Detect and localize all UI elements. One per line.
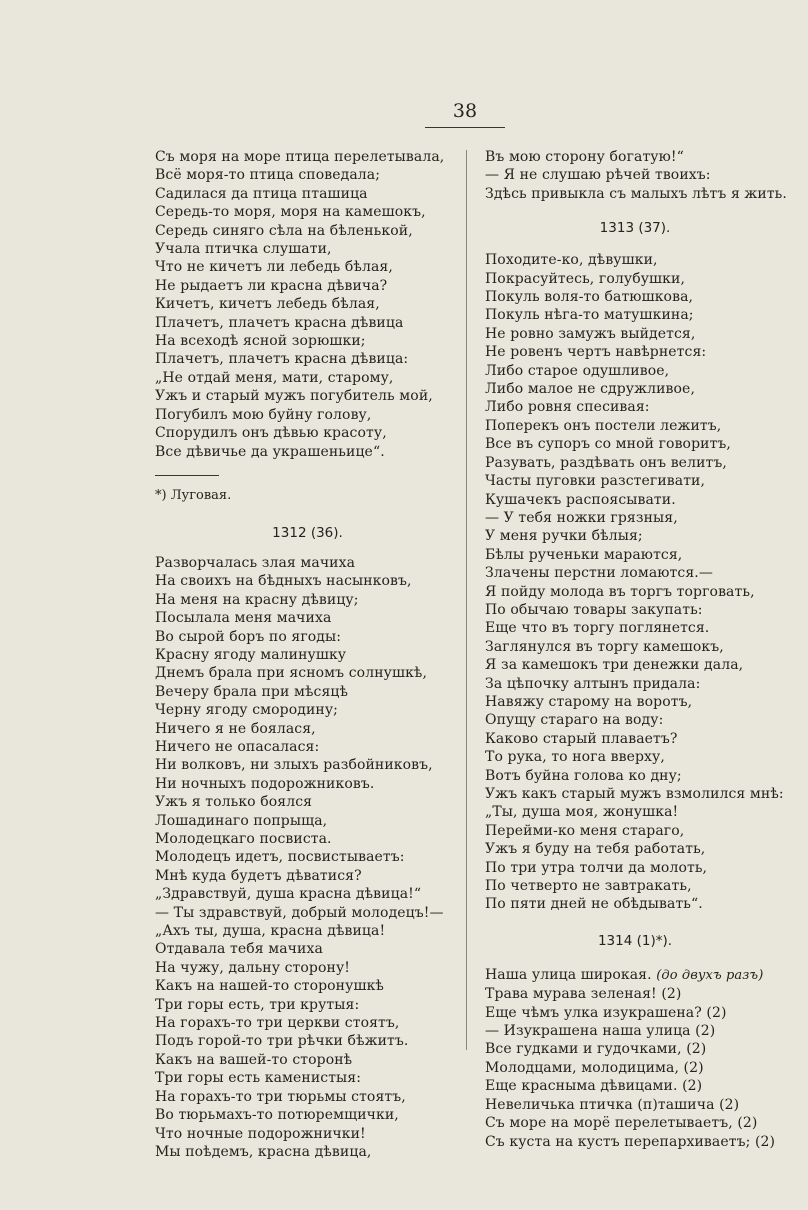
verse-line: На своихъ на бѣдныхъ насынковъ, [155, 573, 412, 590]
verse-line: Во тюрьмахъ-то потюремщички, [155, 1107, 399, 1124]
verse-line: Три горы есть каменистыя: [155, 1070, 362, 1087]
verse-line: Либо ровня спесивая: [485, 399, 650, 416]
verse-line: Спорудилъ онъ дѣвью красоту, [155, 425, 387, 442]
verse-line: Середь-то моря, моря на камешокъ, [155, 204, 426, 221]
verse-line: — У тебя ножки грязныя, [485, 509, 678, 526]
verse-line: Плачетъ, плачетъ красна дѣвица [155, 314, 404, 331]
column-divider [466, 150, 467, 1050]
verse-line: Учала птичка слушати, [155, 241, 332, 258]
verse-line: Ни волковъ, ни злыхъ разбойниковъ, [155, 757, 433, 774]
verse-line: Поперекъ онъ постели лежитъ, [485, 417, 722, 434]
verse-line: Трава мурава зеленая! (2) [485, 986, 682, 1003]
left-column [155, 148, 460, 1161]
verse-line: Ужъ я только боялся [155, 794, 313, 811]
footnote: *) Луговая. [155, 487, 232, 503]
verse-line: Либо старое одушливое, [485, 362, 670, 379]
verse-line: Злачены перстни ломаются.— [485, 565, 713, 582]
verse-line: Съ море на морё перелетываетъ, (2) [485, 1115, 758, 1132]
verse-line: Либо малое не сдружливое, [485, 381, 695, 398]
verse-line: Бѣлы рученьки мараются, [485, 546, 683, 563]
verse-line: Съ моря на море птица перелетывала, [155, 149, 445, 165]
verse-line: Покуль воля-то батюшкова, [485, 289, 694, 306]
verse-line: Здѣсь привыкла съ малыхъ лѣтъ я жить. [485, 185, 787, 202]
verse-line: Середь синяго сѣла на бѣленькой, [155, 222, 413, 239]
verse-line: Лошадинаго попрыща, [155, 812, 328, 829]
verse-line: Ужъ какъ старый мужъ взмолился мнѣ: [485, 786, 784, 802]
verse-line: Еще красныма дѣвицами. (2) [485, 1078, 703, 1095]
verse-line: На всеходѣ ясной зорюшки; [155, 333, 366, 350]
song-number-heading: 1312 (36). [272, 524, 343, 541]
verse-line: За цѣпочку алтынъ придала: [485, 675, 701, 692]
verse-line: „Не отдай меня, мати, старому, [155, 369, 394, 386]
verse-line: Навяжу старому на воротъ, [485, 693, 693, 710]
verse-line: Часты пуговки разстегивати, [485, 473, 706, 490]
verse-line: Покуль нѣга-то матушкина; [485, 307, 694, 324]
verse-line: Ни ночныхъ подорожниковъ. [155, 775, 375, 792]
verse-line: Плачетъ, плачетъ красна дѣвица: [155, 351, 409, 368]
verse-line: Ужъ я буду на тебя работать, [485, 841, 706, 858]
verse-line: Отдавала тебя мачиха [155, 941, 323, 958]
footnote-rule [155, 475, 219, 476]
verse-line: Съ куста на кустъ перепархиваетъ; (2) [485, 1133, 776, 1150]
page-number: 38 [452, 100, 478, 122]
verse-line: Погубилъ мою буйну голову, [155, 406, 372, 423]
verse-line: Вечеру брала при мѣсяцѣ [155, 683, 349, 700]
verse-line: По четверто не завтракать, [485, 878, 692, 895]
verse-line: Покрасуйтесь, голубушки, [485, 270, 686, 287]
verse-line: Въ мою сторону богатую!“ [485, 149, 684, 165]
verse-line: Во сырой боръ по ягоды: [155, 628, 342, 645]
verse-line: По три утра толчи да молоть, [485, 859, 708, 876]
verse-line: Ужъ и старый мужъ погубитель мой, [155, 388, 433, 405]
verse-line: Ничего не опасалася: [155, 738, 320, 755]
verse-line: Не ровно замужъ выйдется, [485, 325, 696, 342]
stanza-continuation [155, 148, 460, 461]
verse-line: Какъ на вашей-то сторонѣ [155, 1051, 353, 1068]
refrain-note: (до двухъ разъ) [656, 967, 764, 983]
song-1312 [155, 554, 460, 1161]
verse-line: Подъ горой-то три рѣчки бѣжитъ. [155, 1033, 409, 1050]
verse-line: Что не кичетъ ли лебедь бѣлая, [155, 259, 393, 276]
verse-line: Опущу стараго на воду: [485, 712, 664, 729]
verse-line: На горахъ-то три церкви стоятъ, [155, 1015, 400, 1032]
verse-line: На меня на красну дѣвицу; [155, 591, 359, 608]
verse-line: Все дѣвичье да украшеньице“. [155, 443, 385, 460]
verse-line: Я за камешокъ три денежки дала, [485, 657, 744, 674]
verse-line: Еще что въ торгу поглянется. [485, 620, 710, 637]
verse-line: Перейми-ко меня стараго, [485, 822, 685, 839]
verse-line: Что ночные подорожнички! [155, 1125, 366, 1142]
verse-line [485, 966, 785, 985]
verse-line: На горахъ-то три тюрьмы стоятъ, [155, 1088, 406, 1105]
verse-line: „Ты, душа моя, жонушка! [485, 804, 679, 821]
verse-line: Походите-ко, дѣвушки, [485, 252, 658, 269]
verse-line: Всё моря-то птица споведала; [155, 167, 381, 184]
verse-line: Молодецкаго посвиста. [155, 831, 332, 847]
verse-line: Посылала меня мачиха [155, 610, 332, 627]
verse-line: Вотъ буйна голова ко дну; [485, 767, 682, 784]
verse-line: Я пойду молода въ торгъ торговать, [485, 583, 755, 600]
verse-line: — Ты здравствуй, добрый молодецъ!— [155, 904, 444, 921]
verse-line: Разувать, раздѣвать онъ велитъ, [485, 454, 727, 471]
verse-line: Еще чѣмъ улка изукрашена? (2) [485, 1004, 727, 1021]
verse-line: Все гудками и гудочками, (2) [485, 1041, 707, 1058]
verse-line: „Здравствуй, душа красна дѣвица!“ [155, 886, 422, 903]
verse-line: Ничего я не боялася, [155, 720, 316, 737]
verse-line: Разворчалась злая мачиха [155, 554, 356, 571]
verse-line: Черну ягоду смородину; [155, 702, 338, 719]
verse-line: „Ахъ ты, душа, красна дѣвица! [155, 923, 386, 940]
verse-line: Какъ на нашей-то сторонушкѣ [155, 978, 384, 995]
verse-line: Мы поѣдемъ, красна дѣвица, [155, 1143, 372, 1160]
verse-line: По обычаю товары закупать: [485, 601, 703, 618]
verse-line: Молодцами, молодицима, (2) [485, 1059, 704, 1076]
verse-line: Молодецъ идетъ, посвистываетъ: [155, 849, 405, 866]
right-column [485, 148, 785, 1151]
header-rule [425, 127, 505, 128]
verse-line: Не рыдаетъ ли красна дѣвича? [155, 277, 388, 294]
song-1313 [485, 251, 785, 914]
verse-line: У меня ручки бѣлыя; [485, 528, 643, 545]
verse-line: Невеличька птичка (п)ташича (2) [485, 1096, 740, 1113]
verse-line: Каково старый плаваетъ? [485, 730, 678, 747]
verse-line: Три горы есть, три крутыя: [155, 996, 360, 1013]
verse-text: Наша улица широкая. [485, 966, 652, 983]
verse-line: Все въ супоръ со мной говоритъ, [485, 436, 731, 453]
verse-line: На чужу, дальну сторону! [155, 959, 351, 976]
song-number-heading: 1314 (1)*). [597, 932, 673, 949]
song-1314 [485, 966, 785, 1151]
verse-line: То рука, то нога вверху, [485, 749, 665, 766]
stanza-ending [485, 148, 785, 203]
verse-line: Кушачекъ распоясывати. [485, 491, 676, 508]
verse-line: Днемъ брала при ясномъ солнушкѣ, [155, 665, 428, 682]
verse-line: Кичетъ, кичетъ лебедь бѣлая, [155, 296, 380, 313]
verse-line: — Изукрашена наша улица (2) [485, 1023, 716, 1040]
verse-line: По пяти дней не обѣдывать“. [485, 896, 703, 913]
song-number-heading: 1313 (37). [599, 220, 671, 237]
verse-line: — Я не слушаю рѣчей твоихъ: [485, 167, 711, 184]
verse-line: Мнѣ куда будетъ дѣватися? [155, 867, 362, 884]
verse-line: Красну ягоду малинушку [155, 646, 347, 663]
verse-line: Заглянулся въ торгу камешокъ, [485, 638, 724, 655]
verse-line: Не ровенъ чертъ навѣрнется: [485, 344, 707, 361]
verse-line: Садилася да птица пташица [155, 185, 368, 202]
